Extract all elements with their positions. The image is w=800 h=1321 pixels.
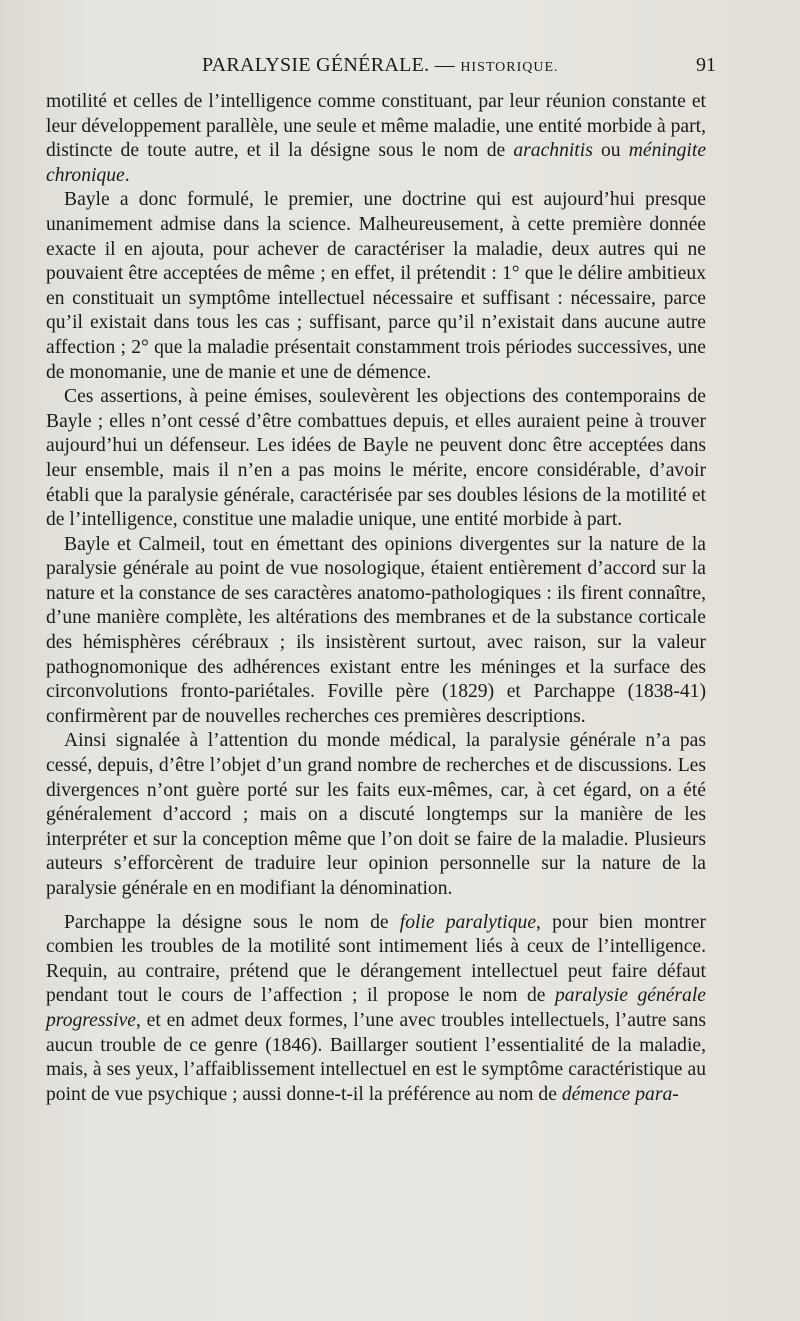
section-title: HISTORIQUE.: [460, 60, 559, 75]
running-title: PARALYSIE GÉNÉRALE. —: [202, 54, 461, 76]
term-paralysie-generale-progressive: paralysie générale progressive: [46, 985, 706, 1031]
paragraph-2: Bayle a donc formulé, le premier, une doctrine qui est aujourd’hui presque unanimement admise dans la science. Malheureusement, à cette première donnée exacte il en ajouta, pour achever de caractériser la maladie, deux autres qui ne pouvaient être acceptées de même ; en effet, il prétendit : 1° que le délire ambitieux en constituait un symptôme intellectuel nécessaire et suffisant : nécessaire, parce qu’il existait dans tous les cas ; suffisant, parce qu’il n’existait dans aucune autre affection ; 2° que la maladie présentait constamment trois périodes successives, une de monomanie, une de manie et une de démence.: [46, 189, 706, 383]
page-header: [46, 54, 716, 84]
paragraph-4: Bayle et Calmeil, tout en émettant des opinions divergentes sur la nature de la paralysie générale au point de vue nosologique, étaient entièrement d’accord sur la nature et la constance de ses caractères anatomo-pathologiques : ils firent connaître, d’une manière complète, les altérations des membranes et de la substance corticale des hémisphères cérébraux ; ils insistèrent surtout, avec raison, sur la valeur pathognomonique des adhérences existant entre les méninges et la surface des circonvolutions fronto-pariétales. Foville père (1829) et Parchappe (1838-41) confirmèrent par de nouvelles recherches ces premières descriptions.: [46, 533, 706, 727]
paragraph-3: Ces assertions, à peine émises, soulevèrent les objections des contemporains de Bayle ; elles n’ont cessé d’être combattues depuis, et elles auraient peine à trouver aujourd’hui un défenseur. Les idées de Bayle ne peuvent donc être acceptées dans leur ensemble, mais il n’en a pas moins le mérite, encore considérable, d’avoir établi que la paralysie générale, caractérisée par ses doubles lésions de la motilité et de l’intelligence, constitue une maladie unique, une entité morbide à part.: [46, 386, 706, 531]
paragraph-5: Ainsi signalée à l’attention du monde médical, la paralysie générale n’a pas cessé, depuis, d’être l’objet d’un grand nombre de recherches et de discussions. Les divergences n’ont guère porté sur les faits eux-mêmes, car, à cet égard, on a été généralement d’accord ; mais on a discuté longtemps sur la manière de les interpréter et sur la conception même que l’on doit se faire de la maladie. Plusieurs auteurs s’efforcèrent de traduire leur opinion personnelle sur la nature de la paralysie générale en en modifiant la dénomination.: [46, 730, 706, 899]
term-meningite-chronique: méningite chronique: [46, 140, 707, 186]
term-folie-paralytique: folie paralytique: [399, 911, 537, 933]
term-arachnitis: arachnitis: [513, 140, 593, 162]
paragraph-1: motilité et celles de l’intelligence comme constituant, par leur réunion constante et leur développement parallèle, une seule et même maladie, une entité morbide à part, distincte de toute autre, et il la désigne sous le nom de arachnitis ou méningite chronique.: [46, 91, 707, 186]
term-demence-paralytique: démence para-: [561, 1083, 679, 1105]
page-number: 91: [696, 54, 716, 76]
running-head: [202, 54, 559, 77]
paragraph-6: Parchappe la désigne sous le nom de folie paralytique, pour bien montrer combien les troubles de la motilité sont intimement liés à ceux de l’intelligence. Requin, au contraire, prétend que le dérangement intellectuel peut faire défaut pendant tout le cours de l’affection ; il propose le nom de paralysie générale progressive, et en admet deux formes, l’une avec troubles intellectuels, l’autre sans aucun trouble de ce genre (1846). Baillarger soutient l’essentialité de la maladie, mais, à ses yeux, l’affaiblissement intellectuel en est le symptôme caractéristique au point de vue psychique ; aussi donne-t-il la préférence au nom de démence para-: [46, 911, 706, 1105]
body-text: [46, 90, 706, 1107]
